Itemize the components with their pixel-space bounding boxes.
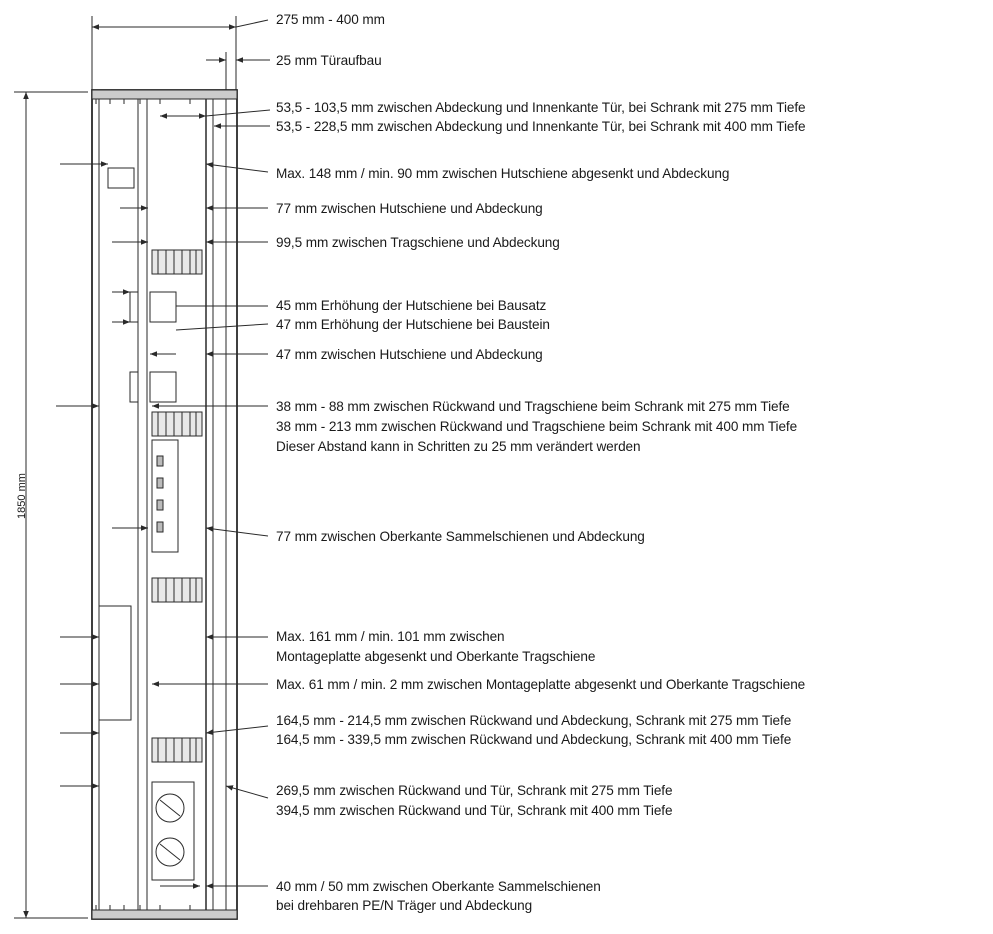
din-rail-module-4 [152, 738, 202, 762]
mounting-plate [99, 606, 131, 720]
busbar-holder [152, 440, 178, 552]
annotation-12-line-1: 269,5 mm zwischen Rückwand und Tür, Schrank mit 275 mm Tiefe [276, 783, 673, 798]
rail-raise-bausatz [150, 292, 176, 322]
annotation-4: 99,5 mm zwischen Tragschiene und Abdeckung [276, 235, 560, 250]
annotation-10: Max. 61 mm / min. 2 mm zwischen Montageplatte abgesenkt und Oberkante Tragschiene [276, 677, 806, 692]
width-range-label: 275 mm - 400 mm [276, 12, 385, 27]
din-rail-module-3 [152, 578, 202, 602]
annotation-1-line-2: 53,5 - 228,5 mm zwischen Abdeckung und Innenkante Tür, bei Schrank mit 400 mm Tiefe [276, 119, 806, 134]
height-label: 1850 mm [16, 473, 28, 519]
door-depth-label: 25 mm Türaufbau [276, 53, 382, 68]
bracket-top [108, 168, 134, 188]
annotation-2: Max. 148 mm / min. 90 mm zwischen Hutschiene abgesenkt und Abdeckung [276, 166, 730, 181]
bottom-details [96, 905, 190, 910]
annotation-7-line-2: 38 mm - 213 mm zwischen Rückwand und Tragschiene beim Schrank mit 400 mm Tiefe [276, 419, 798, 434]
annotation-11-line-2: 164,5 mm - 339,5 mm zwischen Rückwand und Abdeckung, Schrank mit 400 mm Tiefe [276, 732, 792, 747]
annotation-9-line-1: Max. 161 mm / min. 101 mm zwischen [276, 629, 505, 644]
top-profile [92, 90, 237, 99]
din-rail-module-1 [152, 250, 202, 274]
annotation-5-line-1: 45 mm Erhöhung der Hutschiene bei Bausatz [276, 298, 547, 313]
annotation-9-line-2: Montageplatte abgesenkt und Oberkante Tragschiene [276, 649, 596, 664]
annotation-3: 77 mm zwischen Hutschiene und Abdeckung [276, 201, 543, 216]
annotation-7-line-1: 38 mm - 88 mm zwischen Rückwand und Tragschiene beim Schrank mit 275 mm Tiefe [276, 399, 790, 414]
clip-2 [130, 372, 138, 402]
rail-raise-baustein [150, 372, 176, 402]
annotation-7-line-3: Dieser Abstand kann in Schritten zu 25 mm verändert werden [276, 439, 641, 454]
annotation-5-line-2: 47 mm Erhöhung der Hutschiene bei Baustein [276, 317, 550, 332]
annotation-13-line-1: 40 mm / 50 mm zwischen Oberkante Sammelschienen [276, 879, 601, 894]
annotation-13-line-2: bei drehbaren PE/N Träger und Abdeckung [276, 898, 533, 913]
bottom-profile [92, 910, 237, 919]
top-details [96, 99, 190, 104]
annotation-6: 47 mm zwischen Hutschiene und Abdeckung [276, 347, 543, 362]
width-leader [236, 20, 268, 27]
pe-n-carrier [152, 782, 194, 880]
din-rail-module-2 [152, 412, 202, 436]
annotation-12-line-2: 394,5 mm zwischen Rückwand und Tür, Schrank mit 400 mm Tiefe [276, 803, 673, 818]
annotation-11-line-1: 164,5 mm - 214,5 mm zwischen Rückwand und Abdeckung, Schrank mit 275 mm Tiefe [276, 713, 792, 728]
annotation-1-line-1: 53,5 - 103,5 mm zwischen Abdeckung und Innenkante Tür, bei Schrank mit 275 mm Tiefe [276, 100, 806, 115]
clip-1 [130, 292, 138, 322]
annotation-8: 77 mm zwischen Oberkante Sammelschienen und Abdeckung [276, 529, 645, 544]
